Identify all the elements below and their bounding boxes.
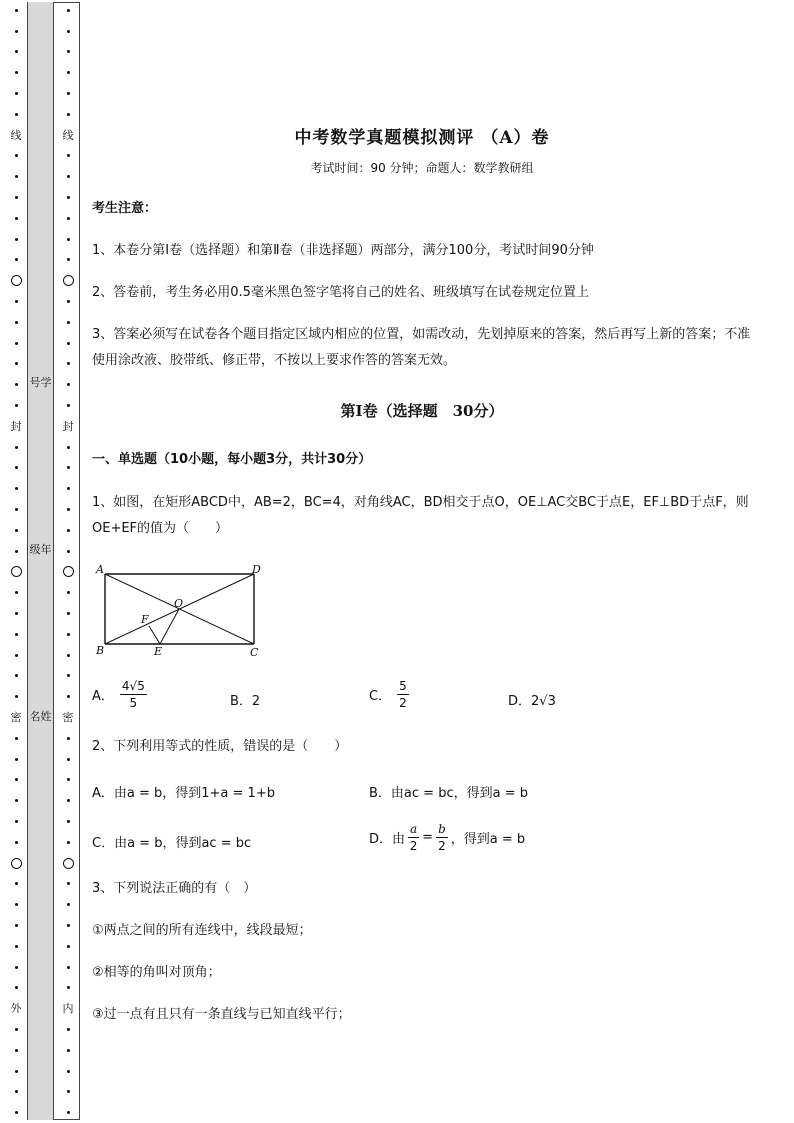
dot-icon bbox=[15, 250, 18, 271]
circle-mark-icon bbox=[11, 270, 22, 291]
dot-icon bbox=[15, 977, 18, 998]
binding-strip bbox=[27, 2, 54, 1120]
binding-mark: 外 bbox=[10, 1002, 22, 1016]
q1-option-c[interactable] bbox=[369, 680, 409, 709]
dot-icon bbox=[15, 458, 18, 479]
dot-icon bbox=[15, 769, 18, 790]
dot-icon bbox=[67, 603, 70, 624]
dot-icon bbox=[15, 666, 18, 687]
circle-mark-icon bbox=[11, 853, 22, 874]
dot-icon bbox=[67, 728, 70, 749]
q3-statement-2: ②相等的角叫对顶角； bbox=[92, 965, 221, 980]
dot-icon bbox=[67, 749, 70, 770]
q2-option-d-equals: = bbox=[422, 830, 434, 845]
binding-mark: 封 bbox=[62, 419, 74, 433]
dot-icon bbox=[67, 624, 70, 645]
rectangle-figure bbox=[92, 558, 272, 662]
dot-icon bbox=[67, 208, 70, 229]
q1-option-b[interactable]: B．2 bbox=[230, 694, 261, 709]
dot-icon bbox=[15, 0, 18, 21]
dot-icon bbox=[15, 395, 18, 416]
dot-icon bbox=[67, 977, 70, 998]
part-one-title: 第Ⅰ卷（选择题 30分） bbox=[340, 402, 504, 420]
notice-heading: 考生注意： bbox=[92, 201, 158, 216]
page-title: 中考数学真题模拟测评 （A）卷 bbox=[294, 128, 550, 148]
dot-icon bbox=[15, 790, 18, 811]
label-D: D bbox=[252, 563, 261, 576]
q2-d-frac-a-num: a bbox=[410, 822, 418, 836]
dot-icon bbox=[67, 250, 70, 271]
label-E: E bbox=[154, 645, 163, 658]
dot-icon bbox=[67, 354, 70, 375]
dot-icon bbox=[15, 749, 18, 770]
q2-option-b[interactable]: B．由ac = bc，得到a = b bbox=[369, 786, 528, 801]
dot-icon bbox=[67, 187, 70, 208]
dot-icon bbox=[15, 312, 18, 333]
dot-icon bbox=[15, 811, 18, 832]
dot-icon bbox=[67, 645, 70, 666]
dot-icon bbox=[67, 458, 70, 479]
q3-statement-3: ③过一点有且只有一条直线与已知直线平行； bbox=[92, 1007, 351, 1022]
dot-icon bbox=[67, 83, 70, 104]
section-heading: 一、单选题（10小题，每小题3分，共计30分） bbox=[92, 452, 372, 467]
q2-d-frac-b-num: b bbox=[438, 822, 446, 836]
dot-icon bbox=[67, 1061, 70, 1082]
q1-option-a-numerator: 4√5 bbox=[121, 679, 145, 693]
q2-option-d-suffix: ，得到a = b bbox=[450, 832, 526, 847]
dot-icon bbox=[15, 83, 18, 104]
dot-icon bbox=[15, 291, 18, 312]
dot-icon bbox=[67, 811, 70, 832]
dot-icon bbox=[67, 520, 70, 541]
dot-icon bbox=[15, 603, 18, 624]
dot-icon bbox=[67, 1102, 70, 1123]
q2-option-c[interactable]: C．由a = b，得到ac = bc bbox=[92, 836, 252, 851]
dot-icon bbox=[67, 166, 70, 187]
binding-mark: 封 bbox=[10, 419, 22, 433]
dot-icon bbox=[15, 1040, 18, 1061]
label-O: O bbox=[174, 597, 184, 610]
dot-icon bbox=[67, 769, 70, 790]
dot-icon bbox=[15, 1081, 18, 1102]
binding-mark: 密 bbox=[62, 710, 74, 724]
dot-icon bbox=[67, 146, 70, 167]
q2-option-a[interactable]: A．由a = b，得到1+a = 1+b bbox=[92, 786, 275, 801]
binding-outer-column bbox=[6, 0, 26, 1123]
q2-option-d[interactable] bbox=[369, 823, 525, 852]
dot-icon bbox=[67, 582, 70, 603]
label-student-id: 号学 bbox=[29, 376, 52, 389]
dot-icon bbox=[67, 1019, 70, 1040]
label-class: 级年 bbox=[29, 543, 52, 556]
dot-icon bbox=[67, 873, 70, 894]
dot-icon bbox=[15, 333, 18, 354]
dot-icon bbox=[15, 499, 18, 520]
dot-icon bbox=[67, 104, 70, 125]
q1-option-c-letter: C． bbox=[369, 689, 392, 704]
dot-icon bbox=[67, 312, 70, 333]
dot-icon bbox=[67, 62, 70, 83]
dot-icon bbox=[15, 624, 18, 645]
dot-icon bbox=[67, 499, 70, 520]
dot-icon bbox=[67, 437, 70, 458]
dot-icon bbox=[67, 790, 70, 811]
label-C: C bbox=[250, 646, 259, 659]
notice-item-3: 3、答案必须写在试卷各个题目指定区域内相应的位置，如需改动，先划掉原来的答案，然后再写上新的答案；不准使用涂改液、胶带纸、修正带，不按以上要求作答的答案无效。 bbox=[92, 327, 751, 368]
circle-mark-icon bbox=[11, 562, 22, 583]
q3-statement-1: ①两点之间的所有连线中，线段最短； bbox=[92, 923, 312, 938]
dot-icon bbox=[15, 1102, 18, 1123]
label-F: F bbox=[141, 613, 149, 626]
dot-icon bbox=[15, 1019, 18, 1040]
dot-icon bbox=[15, 166, 18, 187]
dot-icon bbox=[67, 374, 70, 395]
q2-d-frac-b-den: 2 bbox=[438, 839, 446, 853]
question-3-stem: 3、下列说法正确的有（ ） bbox=[92, 881, 257, 896]
q1-option-a-denominator: 5 bbox=[129, 696, 138, 710]
label-A: A bbox=[96, 563, 104, 576]
label-name: 名姓 bbox=[29, 710, 52, 723]
dot-icon bbox=[67, 42, 70, 63]
binding-mark: 内 bbox=[62, 1002, 74, 1016]
dot-icon bbox=[67, 666, 70, 687]
dot-icon bbox=[15, 187, 18, 208]
dot-icon bbox=[67, 894, 70, 915]
dot-icon bbox=[67, 915, 70, 936]
q1-option-c-denominator: 2 bbox=[399, 696, 407, 710]
q1-option-a[interactable] bbox=[92, 680, 147, 709]
dot-icon bbox=[15, 42, 18, 63]
dot-icon bbox=[15, 936, 18, 957]
notice-item-1: 1、本卷分第Ⅰ卷（选择题）和第Ⅱ卷（非选择题）两部分，满分100分，考试时间90分钟 bbox=[92, 243, 594, 258]
dot-icon bbox=[15, 832, 18, 853]
q1-option-d[interactable]: D．2√3 bbox=[508, 694, 556, 709]
dot-icon bbox=[67, 21, 70, 42]
dot-icon bbox=[15, 229, 18, 250]
dot-icon bbox=[15, 354, 18, 375]
dot-icon bbox=[15, 208, 18, 229]
circle-mark-icon bbox=[63, 853, 74, 874]
dot-icon bbox=[15, 21, 18, 42]
dot-icon bbox=[15, 915, 18, 936]
dot-icon bbox=[67, 333, 70, 354]
circle-mark-icon bbox=[63, 562, 74, 583]
q1-option-a-letter: A． bbox=[92, 689, 114, 704]
binding-mark: 线 bbox=[10, 128, 22, 142]
dot-icon bbox=[15, 437, 18, 458]
dot-icon bbox=[67, 229, 70, 250]
binding-mark: 密 bbox=[10, 710, 22, 724]
dot-icon bbox=[15, 894, 18, 915]
circle-mark-icon bbox=[63, 270, 74, 291]
dot-icon bbox=[15, 582, 18, 603]
q2-d-frac-a-den: 2 bbox=[409, 839, 418, 853]
dot-icon bbox=[15, 146, 18, 167]
question-2-stem: 2、下列利用等式的性质，错误的是（ ） bbox=[92, 739, 348, 754]
dot-icon bbox=[15, 957, 18, 978]
dot-icon bbox=[67, 541, 70, 562]
question-1-stem: 1、如图，在矩形ABCD中，AB=2，BC=4，对角线AC，BD相交于点O，OE⊥AC交BC于点E，EF⊥BD于点F，则OE+EF的值为（ ） bbox=[92, 495, 749, 536]
binding-mark: 线 bbox=[62, 128, 74, 142]
dot-icon bbox=[15, 873, 18, 894]
dot-icon bbox=[15, 104, 18, 125]
dot-icon bbox=[67, 395, 70, 416]
dot-icon bbox=[67, 686, 70, 707]
q1-option-c-fraction bbox=[397, 680, 409, 709]
dot-icon bbox=[15, 645, 18, 666]
dot-icon bbox=[15, 62, 18, 83]
label-B: B bbox=[96, 644, 105, 657]
dot-icon bbox=[15, 728, 18, 749]
dot-icon bbox=[15, 686, 18, 707]
dot-icon bbox=[67, 1081, 70, 1102]
dot-icon bbox=[15, 1061, 18, 1082]
notice-item-2: 2、答卷前，考生务必用0.5毫米黑色签字笔将自己的姓名、班级填写在试卷规定位置上 bbox=[92, 285, 589, 300]
dot-icon bbox=[15, 374, 18, 395]
dot-icon bbox=[15, 478, 18, 499]
q2-option-d-prefix: D．由 bbox=[369, 832, 406, 847]
dot-icon bbox=[67, 957, 70, 978]
q1-option-c-numerator: 5 bbox=[399, 679, 407, 693]
dot-icon bbox=[15, 520, 18, 541]
dot-icon bbox=[67, 291, 70, 312]
dot-icon bbox=[67, 0, 70, 21]
q2-option-d-fraction-b bbox=[436, 823, 448, 852]
page-subtitle: 考试时间：90 分钟；命题人：数学教研组 bbox=[310, 161, 534, 175]
q2-option-d-fraction-a bbox=[408, 823, 419, 852]
dot-icon bbox=[15, 541, 18, 562]
dot-icon bbox=[67, 1040, 70, 1061]
dot-icon bbox=[67, 478, 70, 499]
binding-inner-column bbox=[58, 0, 78, 1123]
q1-option-a-fraction bbox=[120, 680, 147, 709]
dot-icon bbox=[67, 832, 70, 853]
dot-icon bbox=[67, 936, 70, 957]
